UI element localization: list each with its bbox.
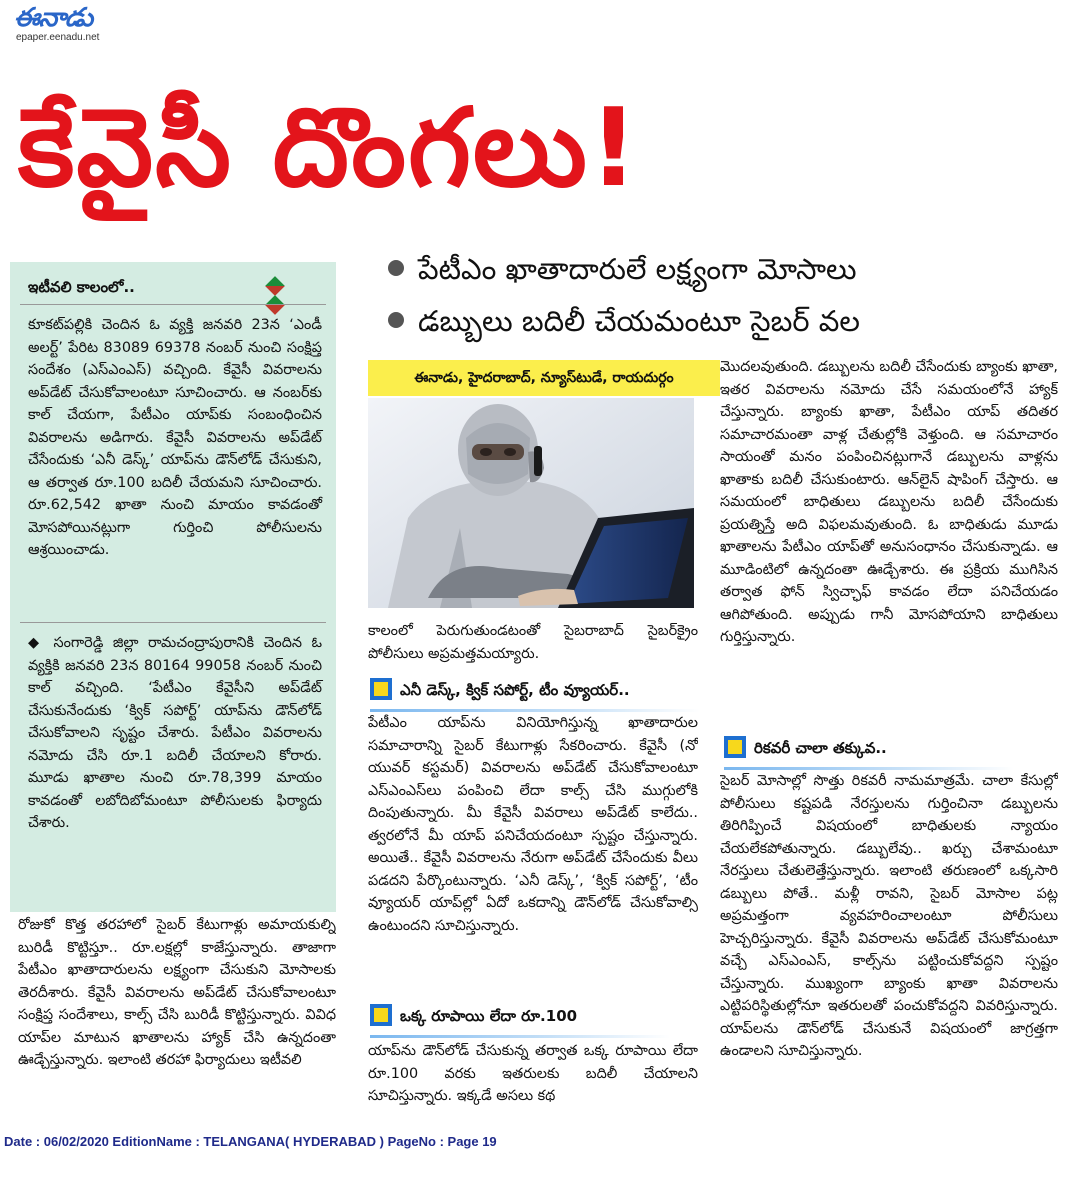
- subhead-1-text: పేటీఎం ఖాతాదారులే లక్ష్యంగా మోసాలు: [418, 252, 857, 286]
- edition-footer: Date : 06/02/2020 EditionName : TELANGANA( HYDERABAD ) PageNo : Page 19: [4, 1134, 497, 1149]
- article-paragraph: యాప్‌ను డౌన్‌లోడ్ చేసుకున్న తర్వాత ఒక్క రూపాయి లేదా రూ.100 వరకు ఇతరులకు బదిలీ చేయాలని సూచిస్తున్నారు. ఇక్కడే అసలు కథ: [368, 1043, 698, 1104]
- article-paragraph: పేటీఎం యాప్‌ను వినియోగిస్తున్న ఖాతాదారుల సమాచారాన్ని సైబర్ కేటుగాళ్లు సేకరించారు. కేవైసీ (నో యువర్ కస్టమర్) వివరాలను అప్‌డేట్ చేసుకోవాలంటూ ఎస్‌ఎంఎస్‌లు పంపించి లేదా కాల్స్ చేసి ముగ్గులోకి దింపుతున్నారు. మీ కేవైసీ వివరాలు అప్‌డేట్ కాలేదు.. త్వరలోనే మీ యాప్ పనిచేయదంటూ స్పష్టం చేస్తున్నారు. అయితే.. కేవైసీ వివరాలను నేరుగా అప్‌డేట్ చేసేందుకు వీలు పడదని పేర్కొంటున్నారు. ‘ఎనీ డెస్క్’, ‘క్విక్ సపోర్ట్’, ‘టీం వ్యూయర్ యాప్‌ల్లో ఏదో ఒకదాన్ని డౌన్‌లోడ్ చేసుకోవాల్సి ఉంటుందని సూచిస్తున్నారు.: [368, 715, 698, 934]
- section-heading-text: ఒక్క రూపాయి లేదా రూ.100: [400, 1007, 578, 1025]
- sidebar-title: ఇటీవలి కాలంలో..: [28, 278, 135, 296]
- section-marker-icon: [370, 1004, 392, 1026]
- article-paragraph: కాలంలో పెరుగుతుండటంతో సైబరాబాద్ సైబర్‌క్రైం పోలీసులు అప్రమత్తమయ్యారు.: [368, 623, 698, 662]
- diamond-ornament-icon: [268, 278, 328, 296]
- bullet-icon: [388, 260, 404, 276]
- sidebar-paragraph-2: ◆ సంగారెడ్డి జిల్లా రామచంద్రాపురానికి చెందిన ఓ వ్యక్తికి జనవరి 23న 80164 99058 నంబర్ నుంచి కాల్ వచ్చింది. ‘పేటీఎం కేవైసీని అప్‌డేట్ చేసుకునేందుకు ‘క్విక్ సపోర్ట్’ యాప్‌ను డౌన్‌లోడ్ చేసుకోవాలని సృష్టం చేశారు. పేటీఎం వివరాలను నమోదు చేసి రూ.1 బదిలీ చేయాలని కోరారు. మూడు ఖాతాల నుంచి రూ.78,399 మాయం కావడంతో లబోదిబోమంటూ పోలీసులకు ఫిర్యాదు చేశారు.: [28, 635, 322, 831]
- section-marker-icon: [724, 736, 746, 758]
- sidebar-box: [10, 262, 336, 912]
- section-heading-recovery: [724, 732, 1014, 772]
- subhead-2: [388, 298, 1058, 344]
- dateline: ఈనాడు, హైదరాబాద్, న్యూస్‌టుడే, రాయదుర్గం: [368, 360, 720, 396]
- section-heading-text: రికవరీ చాలా తక్కువ..: [754, 739, 887, 757]
- section-heading-text: ఎనీ డెస్క్, క్విక్ సపోర్ట్, టీం వ్యూయర్..: [400, 681, 630, 699]
- section-marker-icon: [370, 678, 392, 700]
- sidebar-paragraph-1: కూకట్‌పల్లికి చెందిన ఓ వ్యక్తి జనవరి 23న ‘ఎండీ అలర్ట్’ పేరిట 83089 69378 నంబర్ నుంచి సంక్షిప్త సందేశం (ఎస్‌ఎంఎస్) వచ్చింది. కేవైసీ వివరాలను అప్‌డేట్ చేసుకోవాలంటూ సూచించారు. ఆ నంబర్‌కు కాల్ చేయగా, పేటీఎం యాప్‌కు సంబంధించిన వివరాలను అడిగారు. కేవైసీ వివరాలను అప్‌డేట్ చేసేందుకు ‘ఎనీ డెస్క్’ యాప్‌ను డౌన్‌లోడ్ చేసుకుని, ఆ తర్వాత రూ.100 బదిలీ చేయమని సూచించారు. రూ.62,542 ఖాతా నుంచి మాయం కావడంతో మోసపోయినట్లుగా గుర్తించి పోలీసులను ఆశ్రయించాడు.: [28, 317, 322, 558]
- article-paragraph: మొదలవుతుంది. డబ్బులను బదిలీ చేసేందుకు బ్యాంకు ఖాతా, ఇతర వివరాలను నమోదు చేసే సమయంలోనే హ్యాక్ చేస్తున్నారు. బ్యాంకు ఖాతా, పేటీఎం యాప్ తదితర సమాచారమంతా వాళ్ల చేతుల్లోకి వెళ్తుంది. ఆ సమాచారం సాయంతో మనం పంపించినట్లుగానే డబ్బులను వాళ్లను ఖాతాకు బదిలీ చేసుకుంటారు. ఆన్‌లైన్ షాపింగ్ చేస్తారు. ఆ సమయంలో బాధితులు డబ్బులను బదిలీ చేసేందుకు ప్రయత్నిస్తే అది విఫలమవుతుంది. ఓ బాధితుడు మూడు ఖాతాలను పేటీఎం యాప్‌తో అనుసంధానం చేసుకున్నాడు. ఆ మూడింటిలో ఉన్నదంతా ఊడ్చేశారు. ఈ ప్రక్రియ ముగిసిన తర్వాత ఫోన్ స్విచ్ఛాఫ్ కావడం లేదా పనిచేయడం ఆగిపోతుంది. అప్పుడు గానీ మోసపోయాని బాధితులు గుర్తిస్తున్నారు.: [720, 359, 1058, 645]
- article-paragraph: సైబర్ మోసాల్లో సొత్తు రికవరీ నామమాత్రమే. చాలా కేసుల్లో పోలీసులు కష్టపడి నేరస్తులను గుర్తించినా డబ్బులను తిరిగిప్పించే విషయంలో బాధితులకు న్యాయం చేయలేకపోతున్నారు. డబ్బులేవు.. ఖర్చు చేశామంటూ నేరస్తులు చేతులెత్తేస్తున్నారు. ఇలాంటి తరుణంలో ఒక్కసారి డబ్బులు పోతే.. మళ్లీ రావని, సైబర్ మోసాల పట్ల అప్రమత్తంగా వ్యవహరించాలంటూ పోలీసులు హెచ్చరిస్తున్నారు. కేవైసీ వివరాలను అప్‌డేట్ చేసుకోమంటూ వచ్చే ఎస్‌ఎంఎస్, కాల్స్‌ను పట్టించుకోవద్దని స్పష్టం చేస్తున్నారు. ముఖ్యంగా బ్యాంకు ఖాతా వివరాలను ఎట్టిపరిస్థితుల్లోనూ ఇతరులతో పంచుకోవద్దని వివరిస్తున్నారు. యాప్‌లను డౌన్‌లోడ్ చేసుకునే విషయంలో జాగ్రత్తగా ఉండాలని సూచిస్తున్నారు.: [720, 773, 1058, 1059]
- subhead-2-text: డబ్బులు బదిలీ చేయమంటూ సైబర్ వల: [418, 304, 860, 338]
- section-heading-any-desk: [370, 674, 700, 714]
- masthead-logo: [14, 4, 124, 48]
- masthead-logo-text: ఈనాడు: [14, 3, 93, 33]
- bullet-icon: [388, 312, 404, 328]
- divider: [20, 304, 326, 305]
- divider: [20, 622, 326, 623]
- hacker-photo: [368, 398, 694, 608]
- heading-underline: [370, 1035, 670, 1038]
- masthead-url: epaper.eenadu.net: [16, 32, 100, 43]
- article-intro: రోజుకో కొత్త తరహాలో సైబర్ కేటుగాళ్లు అమాయకుల్ని బురిడీ కొట్టిస్తూ.. రూ.లక్షల్లో కాజేస్తున్నారు. తాజాగా పేటీఎం ఖాతాదారులను లక్ష్యంగా చేసుకుని మోసాలకు తెరదీశారు. కేవైసీ వివరాలను అప్‌డేట్ చేసుకోవాలంటూ సంక్షిప్త సందేశాలు, కాల్స్ చేసి బురిడీ కొట్టిస్తున్నారు. వివిధ యాప్‌ల మాటున ఖాతాలను హ్యాక్ చేసి ఉన్నదంతా ఊడ్చేస్తున్నారు. ఇలాంటి తరహా ఫిర్యాదులు ఇటీవలి: [18, 917, 336, 1068]
- section-heading-one-rupee: [370, 1000, 670, 1040]
- headline: కేవైసీ దొంగలు!: [18, 86, 641, 211]
- subhead-1: [388, 246, 1058, 292]
